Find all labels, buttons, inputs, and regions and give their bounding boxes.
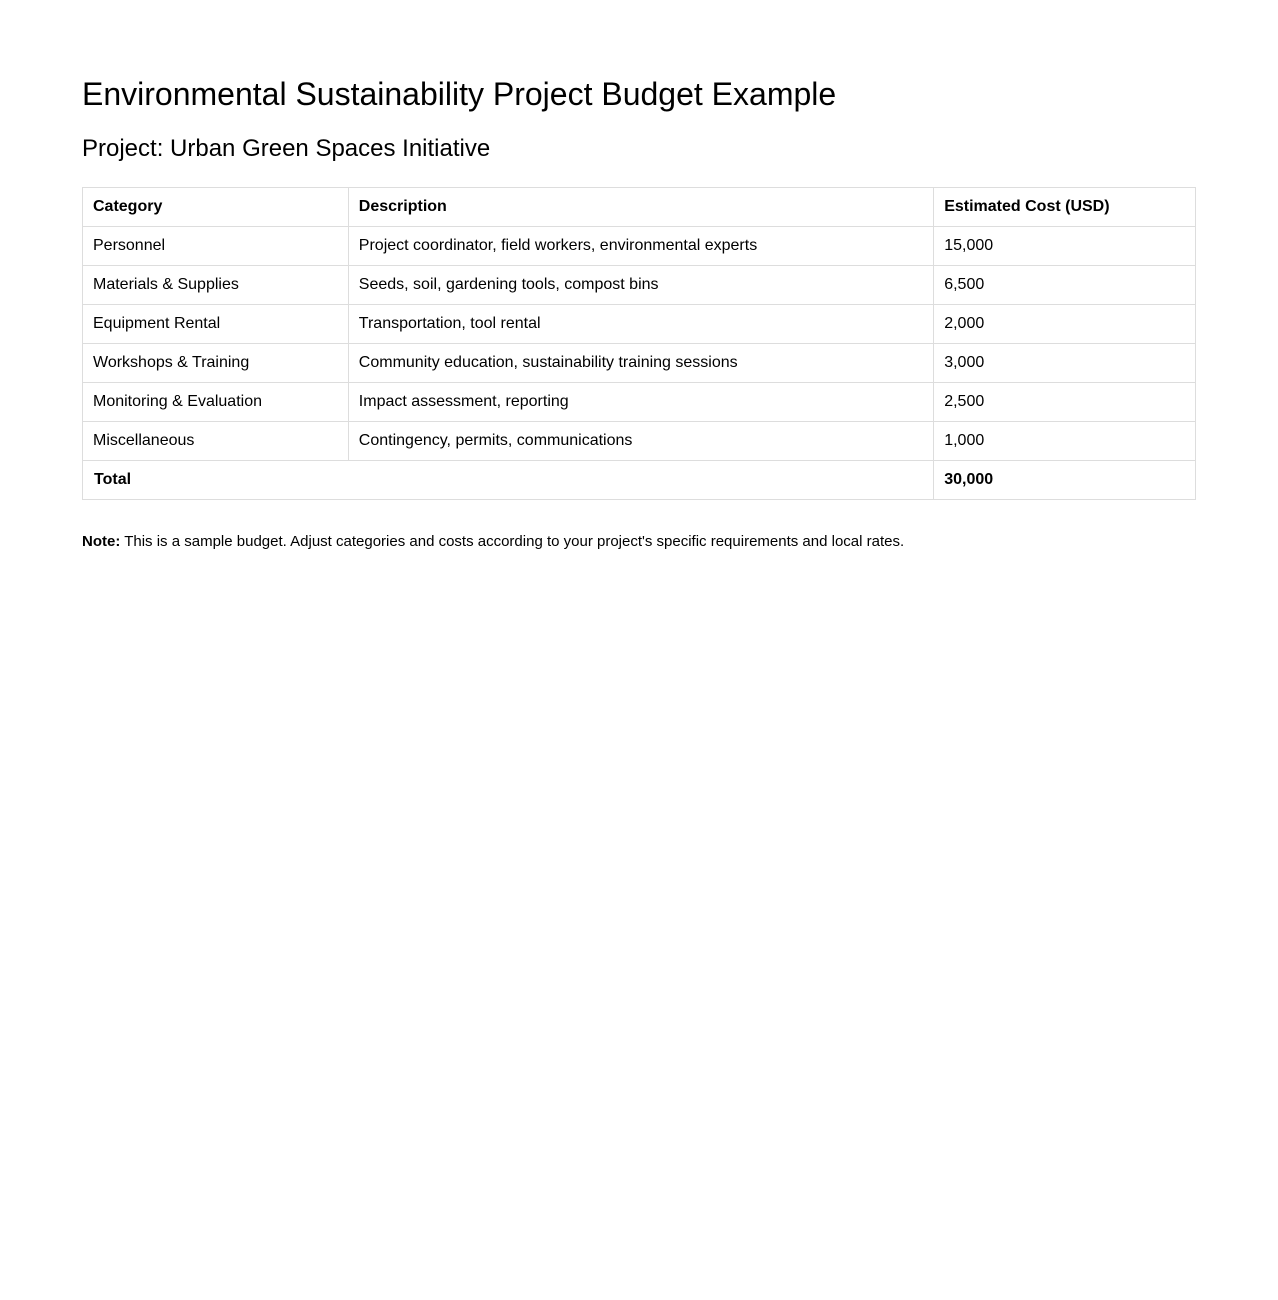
project-subtitle: Project: Urban Green Spaces Initiative	[82, 135, 491, 162]
total-row	[83, 461, 1196, 500]
header-cost: Estimated Cost (USD)	[934, 188, 1196, 227]
cell-description: Seeds, soil, gardening tools, compost bins	[348, 266, 933, 305]
page-title: Environmental Sustainability Project Budget Example	[82, 76, 837, 112]
cell-description: Impact assessment, reporting	[348, 383, 933, 422]
table-row	[83, 266, 1196, 305]
table-header-row	[83, 188, 1196, 227]
table-row	[83, 344, 1196, 383]
cell-category: Personnel	[83, 227, 349, 266]
cell-category: Materials & Supplies	[83, 266, 349, 305]
cell-category: Monitoring & Evaluation	[83, 383, 349, 422]
cell-description: Transportation, tool rental	[348, 305, 933, 344]
header-category: Category	[83, 188, 349, 227]
total-label: Total	[83, 461, 934, 500]
table-row	[83, 305, 1196, 344]
table-row	[83, 422, 1196, 461]
cell-description: Community education, sustainability training sessions	[348, 344, 933, 383]
budget-note	[82, 532, 1196, 552]
cell-cost: 6,500	[934, 266, 1196, 305]
note-label: Note:	[82, 533, 121, 550]
cell-description: Project coordinator, field workers, environmental experts	[348, 227, 933, 266]
document-page	[0, 0, 1278, 552]
cell-category: Workshops & Training	[83, 344, 349, 383]
cell-category: Miscellaneous	[83, 422, 349, 461]
header-description: Description	[348, 188, 933, 227]
cell-cost: 15,000	[934, 227, 1196, 266]
cell-cost: 1,000	[934, 422, 1196, 461]
table-row	[83, 227, 1196, 266]
cell-description: Contingency, permits, communications	[348, 422, 933, 461]
table-row	[83, 383, 1196, 422]
cell-cost: 2,000	[934, 305, 1196, 344]
cell-cost: 3,000	[934, 344, 1196, 383]
total-cost: 30,000	[934, 461, 1196, 500]
cell-cost: 2,500	[934, 383, 1196, 422]
budget-table	[82, 187, 1196, 500]
note-text: This is a sample budget. Adjust categories and costs according to your project's specific requirements and local rates.	[120, 533, 905, 550]
cell-category: Equipment Rental	[83, 305, 349, 344]
